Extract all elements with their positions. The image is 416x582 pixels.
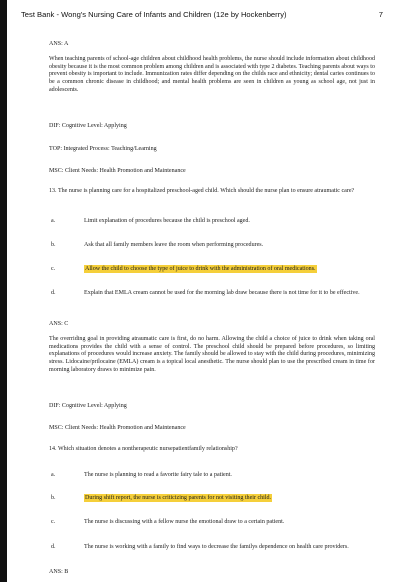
q13-option-a-letter: a. [51,218,56,224]
q14-option-b-letter: b. [51,495,56,501]
msc-13: MSC: Client Needs: Health Promotion and Maintenance [49,425,186,431]
dif-12: DIF: Cognitive Level: Applying [49,123,127,129]
q13-option-d-letter: d. [51,290,56,296]
q13-option-b-letter: b. [51,242,56,248]
answer-14: ANS: B [49,569,69,575]
answer-12: ANS: A [49,41,69,47]
document-page [7,0,416,582]
question-13-stem: 13. The nurse is planning care for a hospitalized preschool-aged child. Which should the nurse plan to ensure atraumatic care? [49,188,355,194]
msc-12: MSC: Client Needs: Health Promotion and Maintenance [49,168,186,174]
page-header [21,10,383,19]
window-frame-edge [0,0,7,582]
q14-option-c-text: The nurse is discussing with a fellow nurse the emotional draw to a certain patient. [84,519,285,525]
q14-option-a-text: The nurse is planning to read a favorite fairy tale to a patient. [84,472,232,478]
q13-option-c-letter: c. [51,266,56,272]
q14-option-b-highlight: During shift report, the nurse is criticizing parents for not visiting their child. [85,495,272,501]
answer-13: ANS: C [49,321,69,327]
rationale-13: The overriding goal in providing atraumatic care is first, do no harm. Allowing the child a choice of juice to drink when taking oral medications provides the child with a sense of control. The preschool child should be prepared before procedures, so limiting explanations of procedures would increase anxiety. The family should be allowed to stay with the child during procedures, minimizing stress. Lidocaine/prilocaine (EMLA) cream is a topical local anesthetic. The nurse should plan to use the prescribed cream in time for morning laboratory draws to minimize pain. [49,336,375,373]
q14-option-d-letter: d. [51,544,56,550]
header-title: Test Bank - Wong's Nursing Care of Infants and Children (12e by Hockenberry) [21,10,287,19]
top-12: TOP: Integrated Process: Teaching/Learning [49,146,157,152]
dif-13: DIF: Cognitive Level: Applying [49,403,127,409]
q14-option-b-text [84,495,374,503]
question-14-stem: 14. Which situation denotes a nontherapeutic nursepatientfamily relationship? [49,446,238,452]
q13-option-c-text [84,266,374,274]
page-number: 7 [378,10,383,19]
q13-option-b-text: Ask that all family members leave the room when performing procedures. [84,242,264,248]
q13-option-d-text: Explain that EMLA cream cannot be used for the morning lab draw because there is not time for it to be effective. [84,290,360,296]
q13-option-a-text: Limit explanation of procedures because the child is preschool aged. [84,218,250,224]
q14-option-d-text: The nurse is working with a family to find ways to decrease the familys dependence on health care providers. [84,544,349,550]
q13-option-c-highlight: Allow the child to choose the type of juice to drink with the administration of oral medications. [85,266,316,272]
q14-option-a-letter: a. [51,472,56,478]
rationale-12: When teaching parents of school-age children about childhood health problems, the nurse should include information about childhood obesity because it is the most common problem among children and is associated with type 2 diabetes. Teaching parents about ways to prevent obesity is important to include. Immunization rates differ depending on the childs race and ethnicity; dental caries continues to be a common chronic disease in childhood; and mental health problems are seen in children as young as school age, not just in adolescents. [49,56,375,93]
q14-option-c-letter: c. [51,519,56,525]
